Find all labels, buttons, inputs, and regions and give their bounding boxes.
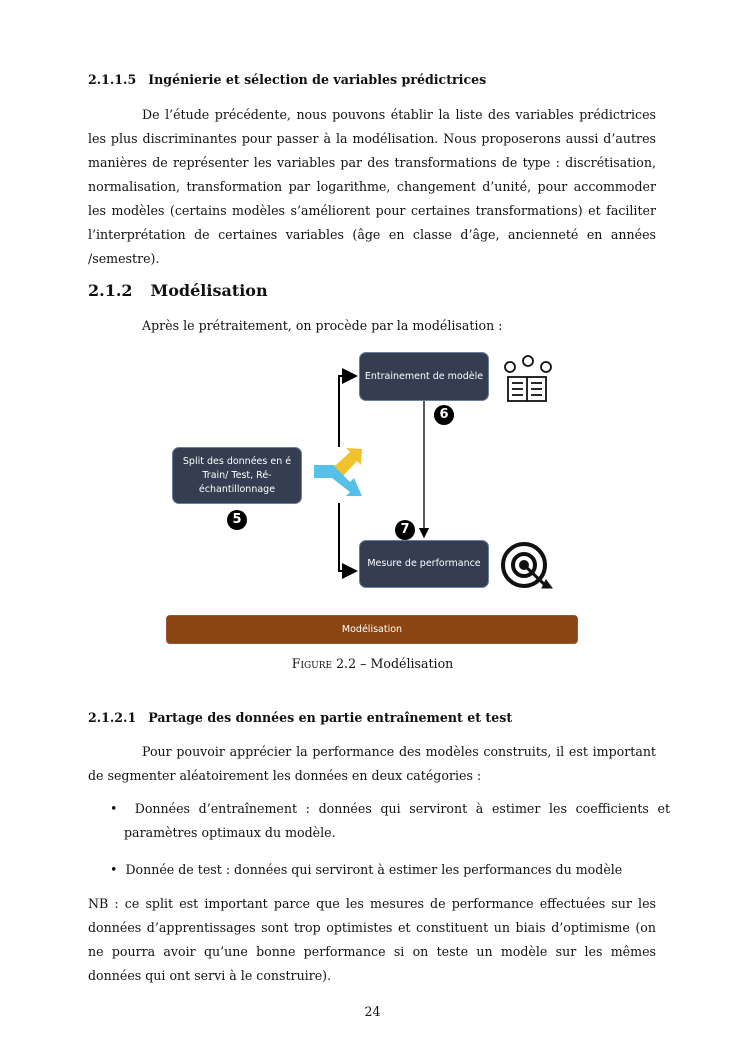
performance-measure-box: Mesure de performance xyxy=(359,540,489,588)
step-badge-5: 5 xyxy=(227,510,247,530)
paragraph: Pour pouvoir apprécier la performance des modèles construits, il est important de segmenter aléatoirement les données en deux catégories : xyxy=(88,744,656,783)
bullet-text: Données d’entraînement : données qui serviront à estimer les coefficients et paramètres optimaux du modèle. xyxy=(124,801,671,840)
bullet-item: • Donnée de test : données qui serviront à estimer les performances du modèle xyxy=(110,862,623,877)
paragraph: Après le prétraitement, on procède par la modélisation : xyxy=(142,318,503,333)
gears-book-icon xyxy=(505,356,551,401)
bullet-item: • Données d’entraînement : données qui serviront à estimer les coefficients et paramètres optimaux du modèle. xyxy=(110,801,671,840)
split-arrow-icon xyxy=(314,448,362,496)
paragraph: De l’étude précédente, nous pouvons établir la liste des variables prédictrices les plus discriminantes pour passer à la modélisation. Nous proposerons aussi d’autres manières de représenter les variables par des transformations de type : discrétisation, normalisation, transformation par logarithme, changement d’unité, pour accommoder les modèles (certains modèles s’améliorent pour certaines transformations) et faciliter l’interprétation de certaines variables (âge en classe d’âge, ancienneté en années /semestre). xyxy=(88,107,656,266)
caption-text: 2.2 – Modélisation xyxy=(336,656,454,671)
subsubsection-heading xyxy=(88,72,486,87)
heading-title: Modélisation xyxy=(150,281,268,300)
heading-number: 2.1.2.1 xyxy=(88,710,137,725)
model-training-box: Entrainement de modèle xyxy=(359,352,489,401)
bullet-text: Donnée de test : données qui serviront à estimer les performances du modèle xyxy=(125,862,623,877)
split-data-box: Split des données en é Train/ Test, Ré-échantillonnage xyxy=(172,447,302,504)
heading-number: 2.1.2 xyxy=(88,281,133,300)
figure-caption xyxy=(0,656,745,671)
modelisation-bar: Modélisation xyxy=(166,615,578,644)
subsubsection-heading xyxy=(88,710,512,725)
heading-title: Partage des données en partie entraînement et test xyxy=(148,710,513,725)
heading-title: Ingénierie et sélection de variables prédictrices xyxy=(148,72,487,87)
step-badge-7: 7 xyxy=(395,520,415,540)
caption-prefix: Figure xyxy=(291,656,333,671)
subsection-heading xyxy=(88,281,268,300)
step-badge-6: 6 xyxy=(434,405,454,425)
heading-number: 2.1.1.5 xyxy=(88,72,137,87)
nb-paragraph: NB : ce split est important parce que les mesures de performance effectuées sur les données d’apprentissages sont trop optimistes et constituent un biais d’optimisme (on ne pourra avoir qu’une bonne performance si on teste un modèle sur les mêmes données qui ont servi à le construire). xyxy=(88,896,656,983)
target-icon xyxy=(503,544,552,588)
page-number: 24 xyxy=(364,1004,381,1019)
